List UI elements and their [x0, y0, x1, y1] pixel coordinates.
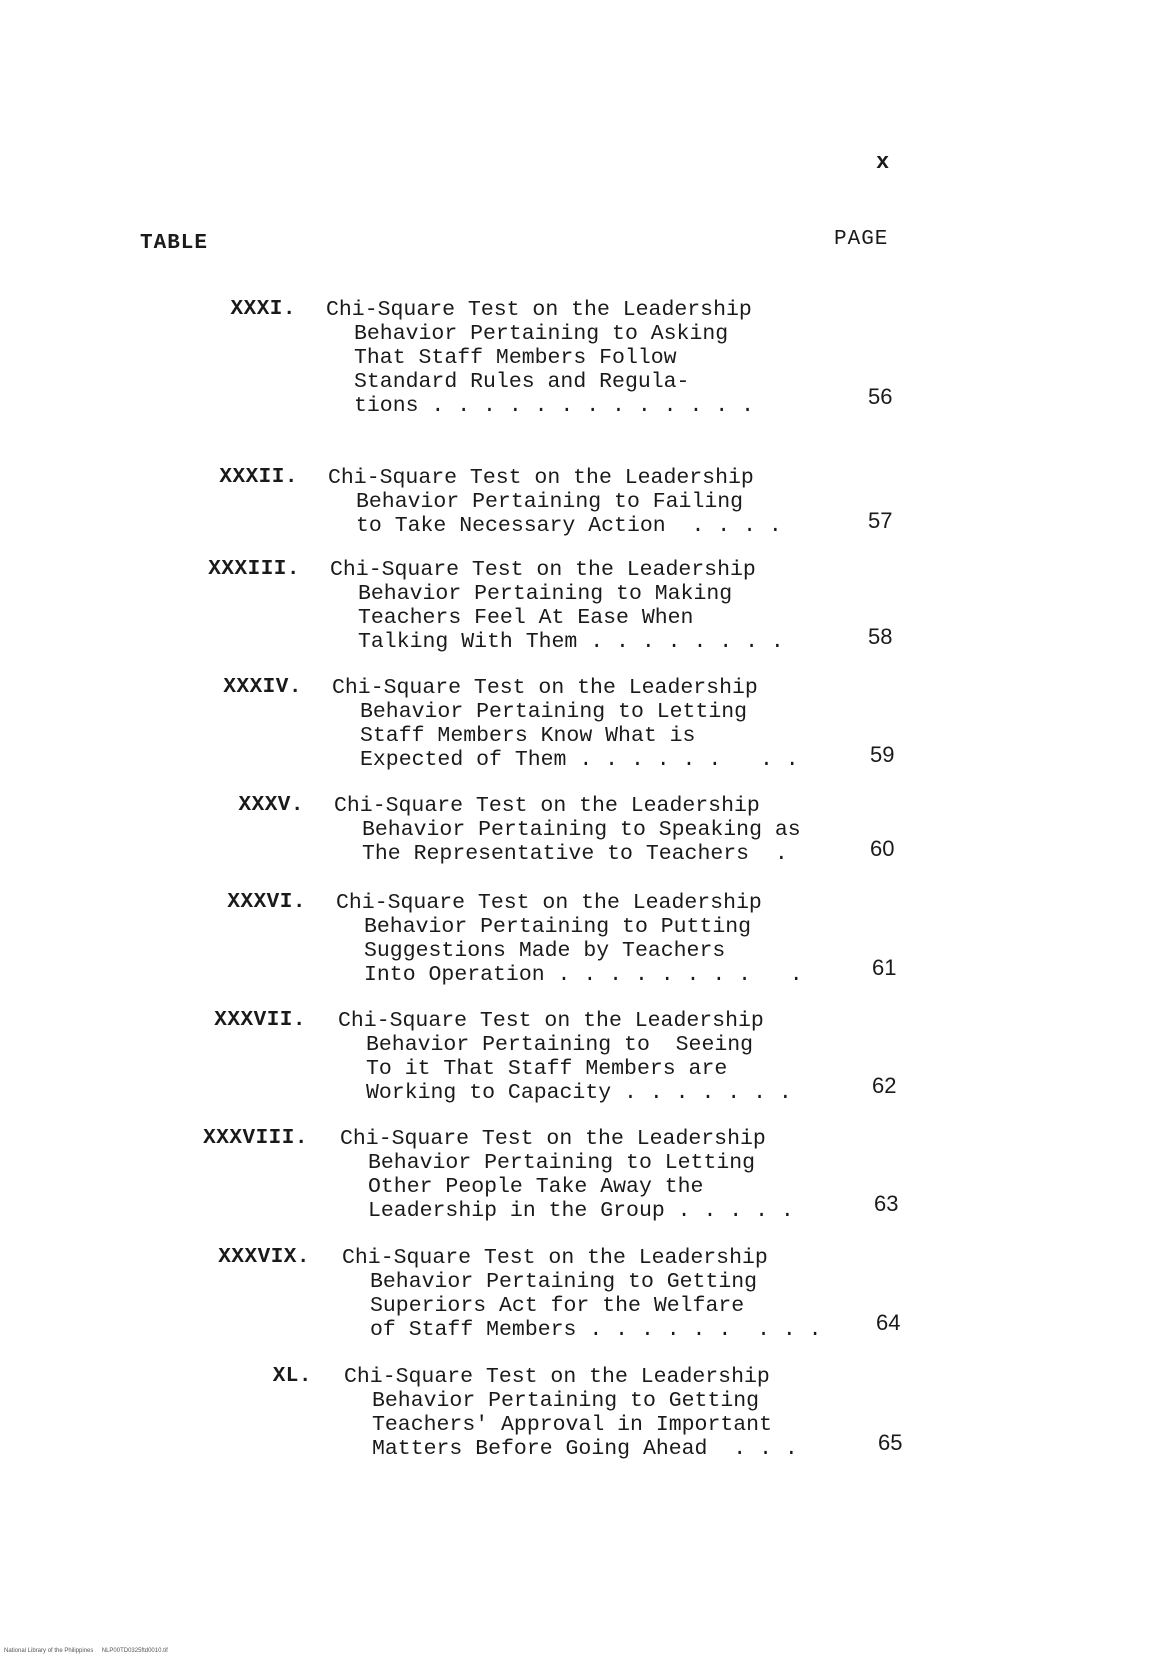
table-title-line: Chi-Square Test on the Leadership [342, 1246, 768, 1270]
table-title-continuation: Matters Before Going Ahead . . . [372, 1437, 798, 1461]
table-title-continuation: Talking With Them . . . . . . . . [358, 630, 784, 654]
table-title-line: Chi-Square Test on the Leadership [344, 1365, 770, 1389]
table-title-continuation: Behavior Pertaining to Letting [368, 1151, 756, 1175]
file-label: NLP00TD0325ftd0010.tif [101, 1648, 168, 1654]
table-title-continuation: That Staff Members Follow [354, 346, 677, 370]
table-title-continuation: tions . . . . . . . . . . . . . [354, 394, 754, 418]
table-number: XXXVIX. [218, 1246, 310, 1269]
table-column-header: TABLE [140, 232, 209, 255]
table-title-line: Chi-Square Test on the Leadership [328, 466, 754, 490]
table-title-continuation: Expected of Them . . . . . . . . [360, 748, 799, 772]
table-number: XXXII. [219, 466, 298, 489]
table-title-continuation: Superiors Act for the Welfare [370, 1294, 745, 1318]
page-reference: 56 [868, 384, 893, 409]
table-title-line: Chi-Square Test on the Leadership [334, 794, 760, 818]
table-title-continuation: Behavior Pertaining to Letting [360, 700, 748, 724]
table-title-line: Chi-Square Test on the Leadership [330, 558, 756, 582]
table-title-continuation: Behavior Pertaining to Making [358, 582, 733, 606]
table-title-continuation: Behavior Pertaining to Seeing [366, 1033, 754, 1057]
table-title-continuation: of Staff Members . . . . . . . . . [370, 1318, 822, 1342]
table-number: XXXVIII. [203, 1127, 308, 1150]
table-title-line: Chi-Square Test on the Leadership [340, 1127, 766, 1151]
page-reference: 57 [868, 508, 893, 533]
table-number: XL. [272, 1365, 312, 1388]
table-title-continuation: Teachers' Approval in Important [372, 1413, 772, 1437]
library-label: National Library of the Philippines [4, 1648, 94, 1654]
table-title-continuation: Behavior Pertaining to Asking [354, 322, 729, 346]
table-title-continuation: Leadership in the Group . . . . . [368, 1199, 794, 1223]
page-reference: 59 [870, 742, 895, 767]
table-title-continuation: Behavior Pertaining to Putting [364, 915, 752, 939]
page-reference: 64 [876, 1310, 901, 1335]
table-number: XXXIV. [223, 676, 302, 699]
table-title-continuation: Into Operation . . . . . . . . . [364, 963, 803, 987]
page-reference: 61 [872, 955, 897, 980]
table-title-continuation: Standard Rules and Regula- [354, 370, 690, 394]
table-number: XXXVII. [214, 1009, 306, 1032]
scan-footer [4, 1648, 168, 1654]
page-number: x [876, 150, 890, 175]
table-title-continuation: Suggestions Made by Teachers [364, 939, 726, 963]
table-title-continuation: Staff Members Know What is [360, 724, 696, 748]
table-title-continuation: to Take Necessary Action . . . . [356, 514, 782, 538]
table-number: XXXVI. [227, 891, 306, 914]
table-title-continuation: Behavior Pertaining to Getting [370, 1270, 758, 1294]
page-reference: 62 [872, 1073, 897, 1098]
table-title-continuation: Other People Take Away the [368, 1175, 704, 1199]
table-title-continuation: Working to Capacity . . . . . . . [366, 1081, 792, 1105]
table-number: XXXI. [230, 298, 296, 321]
table-title-line: Chi-Square Test on the Leadership [338, 1009, 764, 1033]
table-number: XXXV. [238, 794, 304, 817]
page-column-header: PAGE [834, 228, 889, 251]
page-reference: 65 [878, 1430, 903, 1455]
page-reference: 63 [874, 1191, 899, 1216]
table-title-line: Chi-Square Test on the Leadership [336, 891, 762, 915]
table-title-line: Chi-Square Test on the Leadership [332, 676, 758, 700]
table-title-continuation: Behavior Pertaining to Speaking as [362, 818, 801, 842]
table-title-continuation: Teachers Feel At Ease When [358, 606, 694, 630]
table-title-continuation: To it That Staff Members are [366, 1057, 728, 1081]
table-title-continuation: Behavior Pertaining to Getting [372, 1389, 760, 1413]
page-reference: 58 [868, 624, 893, 649]
table-title-continuation: The Representative to Teachers . [362, 842, 788, 866]
page-reference: 60 [870, 836, 895, 861]
table-number: XXXIII. [208, 558, 300, 581]
table-title-line: Chi-Square Test on the Leadership [326, 298, 752, 322]
table-title-continuation: Behavior Pertaining to Failing [356, 490, 744, 514]
